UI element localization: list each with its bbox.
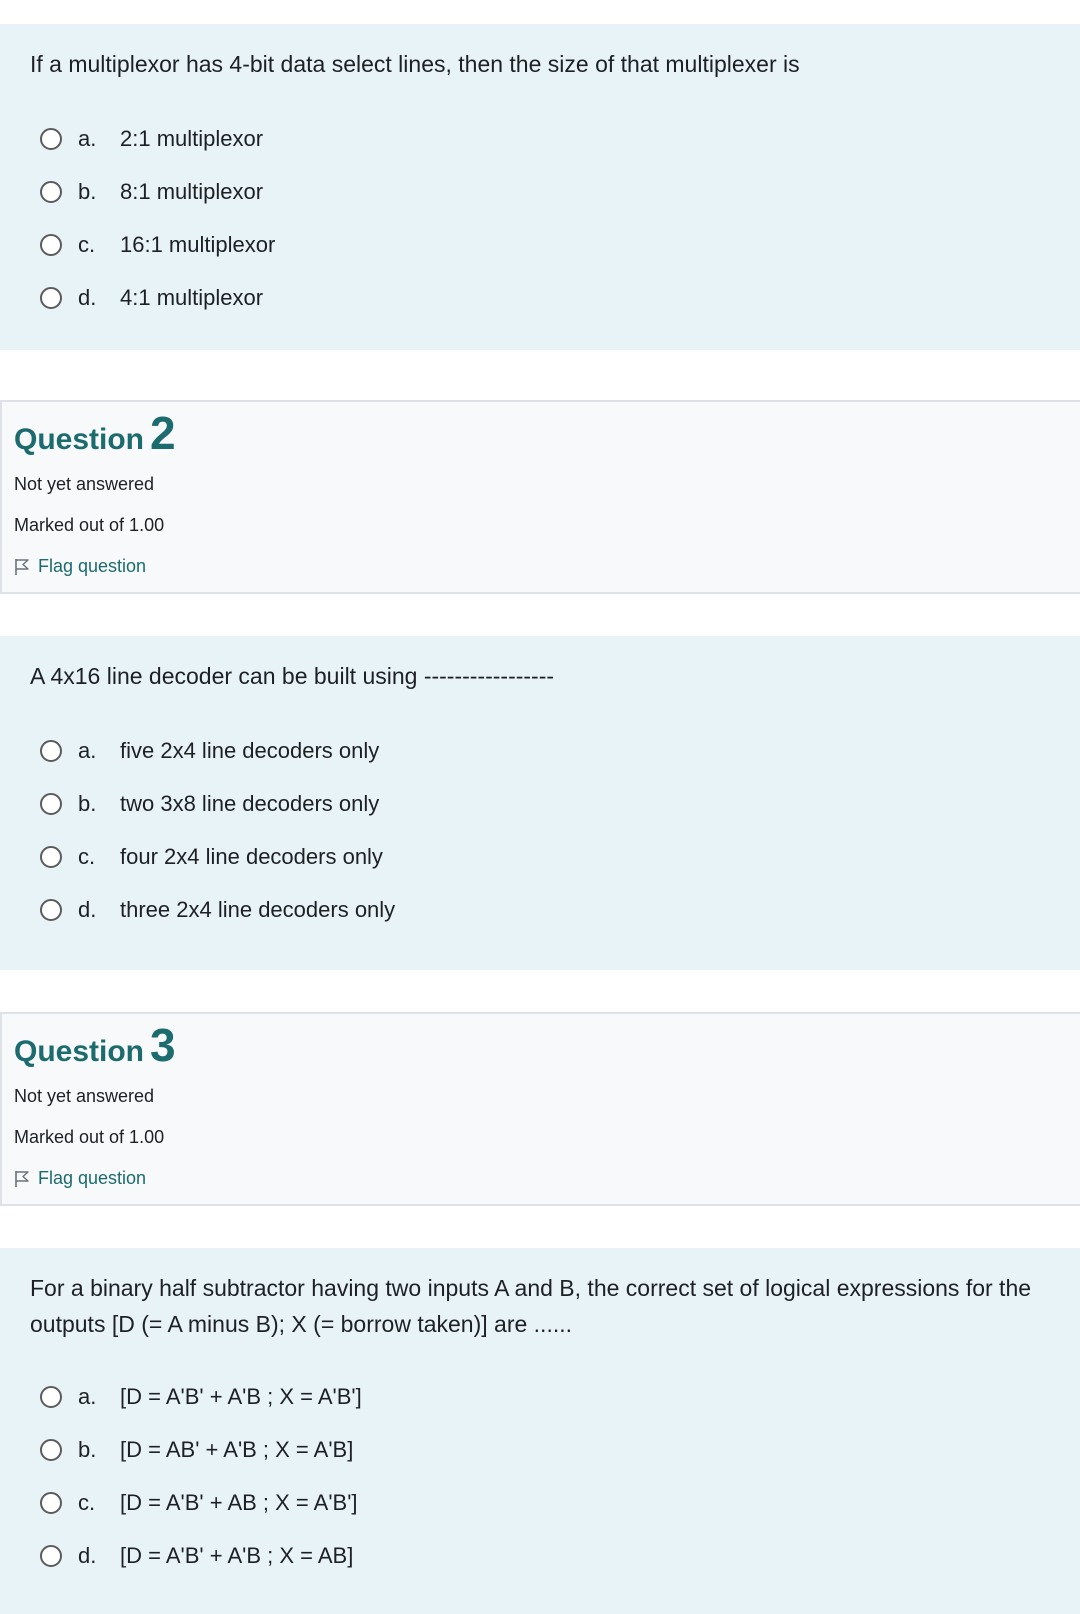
answer-text: three 2x4 line decoders only	[120, 896, 396, 922]
answer-letter: d.	[78, 896, 97, 922]
answer-option[interactable]	[40, 883, 395, 936]
question-grade: Marked out of 1.00	[14, 1127, 165, 1147]
answer-option[interactable]	[40, 271, 275, 324]
answer-letter: a.	[78, 125, 97, 151]
answer-option[interactable]	[40, 112, 275, 165]
question-2-text: A 4x16 line decoder can be built using -----------------	[30, 663, 555, 689]
answer-text: 2:1 multiplexor	[120, 125, 264, 151]
answer-text: five 2x4 line decoders only	[120, 737, 380, 763]
answer-letter: b.	[78, 178, 97, 204]
question-number-value: 2	[150, 407, 176, 459]
answer-option[interactable]	[40, 218, 275, 271]
question-2-info	[0, 400, 1080, 594]
radio-button[interactable]	[40, 1386, 62, 1408]
question-3-info	[0, 1012, 1080, 1206]
answer-text: [D = A'B' + A'B ; X = A'B']	[120, 1383, 362, 1409]
answer-text: 4:1 multiplexor	[120, 284, 264, 310]
answer-option[interactable]	[40, 1476, 362, 1529]
radio-button[interactable]	[40, 234, 62, 256]
flag-question-label: Flag question	[38, 1168, 147, 1188]
answer-letter: c.	[78, 843, 96, 869]
radio-button[interactable]	[40, 128, 62, 150]
radio-button[interactable]	[40, 1439, 62, 1461]
answer-letter: d.	[78, 284, 97, 310]
answer-text: two 3x8 line decoders only	[120, 790, 380, 816]
answer-text: [D = AB' + A'B ; X = A'B]	[120, 1436, 354, 1462]
question-number	[14, 1018, 176, 1072]
question-3-answers	[40, 1370, 362, 1582]
answer-option[interactable]	[40, 1370, 362, 1423]
answer-text: 16:1 multiplexor	[120, 231, 276, 257]
question-number	[14, 406, 176, 460]
answer-option[interactable]	[40, 777, 395, 830]
answer-text: four 2x4 line decoders only	[120, 843, 383, 869]
flag-question-label: Flag question	[38, 556, 147, 576]
answer-option[interactable]	[40, 1423, 362, 1476]
answer-letter: a.	[78, 737, 97, 763]
radio-button[interactable]	[40, 181, 62, 203]
radio-button[interactable]	[40, 1545, 62, 1567]
flag-icon	[14, 1170, 30, 1188]
radio-button[interactable]	[40, 740, 62, 762]
answer-text: 8:1 multiplexor	[120, 178, 264, 204]
answer-option[interactable]	[40, 724, 395, 777]
radio-button[interactable]	[40, 846, 62, 868]
question-grade: Marked out of 1.00	[14, 515, 165, 535]
radio-button[interactable]	[40, 899, 62, 921]
radio-button[interactable]	[40, 793, 62, 815]
question-label: Question	[14, 423, 145, 456]
question-label: Question	[14, 1035, 145, 1068]
answer-text: [D = A'B' + A'B ; X = AB]	[120, 1542, 354, 1568]
answer-text: [D = A'B' + AB ; X = A'B']	[120, 1489, 358, 1515]
answer-option[interactable]	[40, 1529, 362, 1582]
question-1-text: If a multiplexor has 4-bit data select lines, then the size of that multiplexer is	[30, 51, 800, 77]
answer-option[interactable]	[40, 165, 275, 218]
flag-icon	[14, 558, 30, 576]
radio-button[interactable]	[40, 1492, 62, 1514]
answer-letter: c.	[78, 231, 96, 257]
question-1-answers	[40, 112, 275, 324]
question-number-value: 3	[150, 1019, 176, 1071]
flag-question-link[interactable]	[14, 1168, 146, 1189]
question-3-text: For a binary half subtractor having two inputs A and B, the correct set of logical expressions for the outputs [D (= A minus B); X (= borrow taken)] are ......	[30, 1275, 1032, 1337]
answer-option[interactable]	[40, 830, 395, 883]
answer-letter: b.	[78, 1436, 97, 1462]
question-state: Not yet answered	[14, 1086, 155, 1106]
answer-letter: b.	[78, 790, 97, 816]
answer-letter: a.	[78, 1383, 97, 1409]
question-state: Not yet answered	[14, 474, 155, 494]
answer-letter: d.	[78, 1542, 97, 1568]
answer-letter: c.	[78, 1489, 96, 1515]
question-2-answers	[40, 724, 395, 936]
radio-button[interactable]	[40, 287, 62, 309]
flag-question-link[interactable]	[14, 556, 146, 577]
